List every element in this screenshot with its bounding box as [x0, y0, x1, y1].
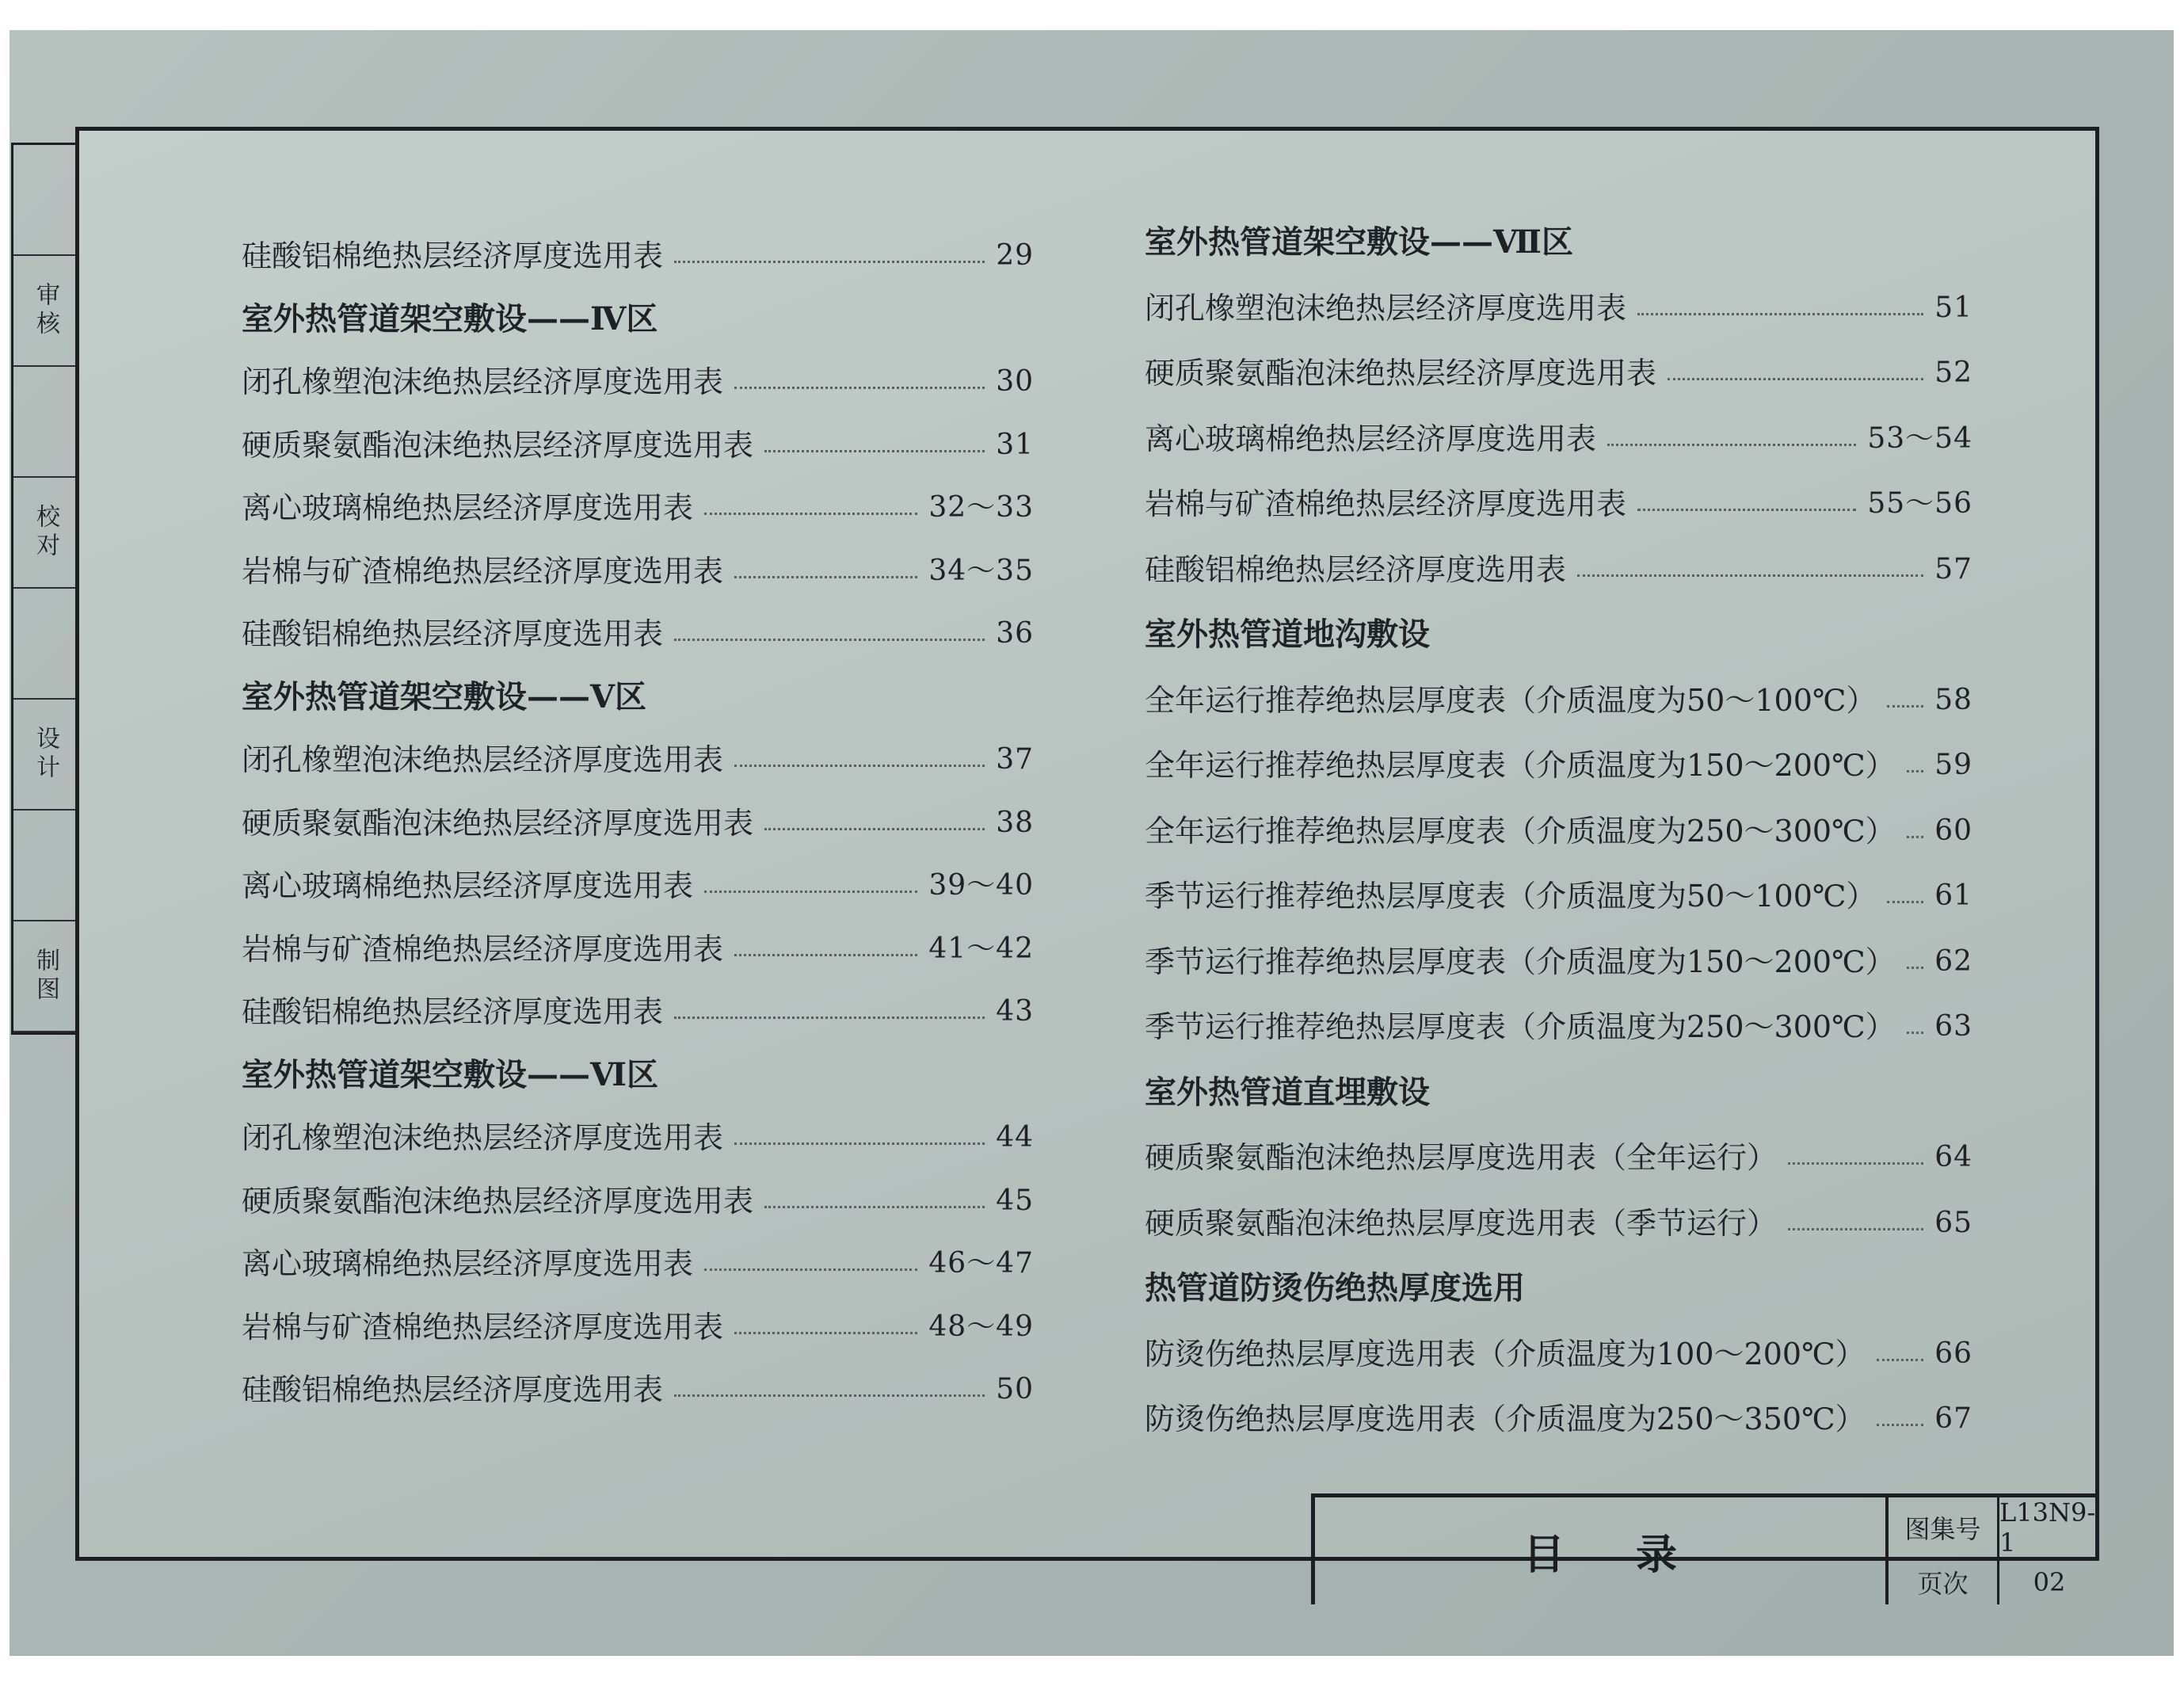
stamp-cell-review: 审核: [13, 256, 77, 367]
toc-page-number: 67: [1934, 1402, 1972, 1435]
toc-entry: [242, 990, 1034, 1034]
toc-entry: [242, 1367, 1034, 1412]
toc-leader-dots: [704, 1268, 917, 1271]
toc-entry: [242, 1242, 1034, 1286]
toc-entry: [1145, 1332, 1972, 1376]
toc-leader-dots: [1637, 509, 1856, 511]
toc-entry-label: 硬质聚氨酯泡沫绝热层经济厚度选用表: [242, 1183, 754, 1219]
atlas-number-label: 图集号: [1889, 1497, 1999, 1560]
toc-entry-label: 硅酸铝棉绝热层经济厚度选用表: [242, 616, 664, 651]
toc-entry-label: 室外热管道架空敷设——Ⅳ区: [242, 299, 658, 338]
toc-entry-label: 离心玻璃棉绝热层经济厚度选用表: [242, 1246, 694, 1281]
toc-entry: [242, 486, 1034, 530]
toc-leader-dots: [734, 387, 985, 389]
signature-area: [13, 811, 77, 921]
toc-page-number: 51: [1934, 291, 1972, 324]
toc-page-number: 39～40: [928, 869, 1034, 902]
atlas-number-value: L13N9-1: [1999, 1497, 2099, 1560]
toc-entry-label: 季节运行推荐绝热层厚度表（介质温度为250～300℃）: [1145, 1009, 1896, 1044]
toc-entry-label: 全年运行推荐绝热层厚度表（介质温度为50～100℃）: [1145, 682, 1877, 718]
toc-entry-label: 硬质聚氨酯泡沫绝热层经济厚度选用表: [242, 427, 754, 463]
toc-leader-dots: [734, 765, 985, 767]
toc-leader-dots: [674, 1017, 985, 1019]
toc-entry-label: 室外热管道直埋敷设: [1145, 1073, 1430, 1111]
toc-entry-label: 室外热管道架空敷设——Ⅶ区: [1145, 223, 1573, 261]
signature-area: [13, 145, 77, 256]
toc-entry-label: 闭孔橡塑泡沫绝热层经济厚度选用表: [242, 1120, 724, 1155]
toc-entry: [1145, 417, 1972, 461]
toc-entry-label: 硅酸铝棉绝热层经济厚度选用表: [1145, 551, 1567, 587]
toc-page-number: 62: [1934, 944, 1972, 978]
toc-entry-label: 岩棉与矿渣棉绝热层经济厚度选用表: [242, 553, 724, 589]
toc-entry: [1145, 547, 1972, 592]
toc-entry-label: 全年运行推荐绝热层厚度表（介质温度为150～200℃）: [1145, 748, 1896, 783]
toc-page-number: 44: [996, 1121, 1034, 1154]
stamp-cell-proofread: 校对: [13, 478, 77, 589]
toc-page-number: 48～49: [928, 1310, 1034, 1343]
toc-page-number: 34～35: [928, 554, 1034, 587]
signature-area: [13, 589, 77, 700]
toc-leader-dots: [704, 513, 917, 515]
title-block: [1311, 1493, 2099, 1604]
toc-entry: [242, 1179, 1034, 1223]
toc-page-number: 36: [996, 617, 1034, 650]
toc-section-heading: [242, 675, 1034, 719]
toc-section-heading: [1145, 612, 1972, 657]
toc-entry: [1145, 1397, 1972, 1441]
toc-leader-dots: [1788, 1228, 1923, 1230]
toc-entry: [1145, 874, 1972, 918]
toc-entry-label: 硅酸铝棉绝热层经济厚度选用表: [242, 238, 664, 273]
toc-leader-dots: [734, 576, 917, 578]
toc-leader-dots: [764, 450, 985, 452]
stamp-cell-design: 设计: [13, 700, 77, 811]
toc-section-heading: [1145, 1070, 1972, 1115]
toc-leader-dots: [1907, 967, 1924, 969]
toc-entry: [1145, 482, 1972, 526]
toc-entry-label: 闭孔橡塑泡沫绝热层经济厚度选用表: [242, 742, 724, 777]
toc-leader-dots: [1907, 770, 1924, 772]
toc-entry: [242, 234, 1034, 278]
toc-page-number: 43: [996, 995, 1034, 1028]
toc-page-number: 31: [996, 428, 1034, 461]
toc-entry-label: 离心玻璃棉绝热层经济厚度选用表: [242, 490, 694, 525]
toc-entry: [1145, 940, 1972, 984]
toc-page-number: 60: [1934, 814, 1972, 847]
toc-entry: [242, 612, 1034, 656]
toc-entry-label: 岩棉与矿渣棉绝热层经济厚度选用表: [1145, 486, 1627, 521]
toc-page-number: 45: [996, 1184, 1034, 1217]
toc-page-number: 61: [1934, 879, 1972, 912]
toc-entry-label: 硅酸铝棉绝热层经济厚度选用表: [242, 1372, 664, 1407]
toc-entry-label: 离心玻璃棉绝热层经济厚度选用表: [1145, 421, 1597, 456]
toc-entry: [242, 801, 1034, 845]
toc-page-number: 58: [1934, 683, 1972, 716]
toc-entry-label: 硅酸铝棉绝热层经济厚度选用表: [242, 994, 664, 1029]
toc-entry: [242, 360, 1034, 404]
toc-entry-label: 室外热管道架空敷设——Ⅴ区: [242, 677, 647, 715]
toc-entry-label: 岩棉与矿渣棉绝热层经济厚度选用表: [242, 931, 724, 967]
toc-page-number: 46～47: [928, 1247, 1034, 1280]
stamp-cell-drafting: 制图: [13, 921, 77, 1032]
toc-entry: [1145, 743, 1972, 788]
toc-entry: [242, 423, 1034, 467]
signature-area: [13, 367, 77, 478]
toc-entry-label: 防烫伤绝热层厚度选用表（介质温度为100～200℃）: [1145, 1336, 1866, 1371]
toc-leader-dots: [1607, 444, 1856, 446]
toc-entry-label: 室外热管道地沟敷设: [1145, 616, 1430, 653]
toc-leader-dots: [674, 1394, 985, 1397]
toc-entry-label: 硬质聚氨酯泡沫绝热层厚度选用表（全年运行）: [1145, 1140, 1778, 1175]
toc-page-number: 65: [1934, 1206, 1972, 1239]
toc-entry-label: 硬质聚氨酯泡沫绝热层经济厚度选用表: [1145, 356, 1657, 391]
toc-entry-label: 热管道防烫伤绝热厚度选用: [1145, 1269, 1525, 1306]
toc-entry: [242, 864, 1034, 908]
toc-page-number: 63: [1934, 1010, 1972, 1043]
toc-leader-dots: [1887, 901, 1923, 903]
toc-page-number: 32～33: [928, 491, 1034, 524]
toc-leader-dots: [1668, 378, 1923, 380]
toc-page-number: 64: [1934, 1141, 1972, 1173]
toc-page-number: 55～56: [1867, 487, 1972, 520]
toc-leader-dots: [764, 828, 985, 830]
toc-entry-label: 季节运行推荐绝热层厚度表（介质温度为50～100℃）: [1145, 879, 1877, 914]
toc-entry-label: 闭孔橡塑泡沫绝热层经济厚度选用表: [242, 364, 724, 399]
signature-stamp-column: [11, 143, 77, 1035]
toc-page-number: 59: [1934, 749, 1972, 781]
toc-page-number: 50: [996, 1373, 1034, 1406]
toc-entry: [1145, 286, 1972, 330]
toc-section-heading: [242, 1053, 1034, 1097]
toc-entry: [1145, 809, 1972, 853]
toc-leader-dots: [1788, 1162, 1923, 1165]
toc-page-number: 52: [1934, 357, 1972, 389]
toc-entry-label: 岩棉与矿渣棉绝热层经济厚度选用表: [242, 1309, 724, 1345]
toc-entry: [1145, 678, 1972, 723]
toc-leader-dots: [1877, 1424, 1924, 1426]
toc-leader-dots: [1637, 313, 1923, 315]
toc-page-number: 37: [996, 743, 1034, 776]
toc-entry-label: 全年运行推荐绝热层厚度表（介质温度为250～300℃）: [1145, 813, 1896, 849]
toc-section-heading: [1145, 1266, 1972, 1310]
toc-entry: [242, 1116, 1034, 1160]
toc-entry: [242, 549, 1034, 593]
title-block-grid: [1885, 1497, 2099, 1604]
toc-page-number: 29: [996, 239, 1034, 272]
toc-entry: [242, 1305, 1034, 1349]
toc-entry-label: 硬质聚氨酯泡沫绝热层经济厚度选用表: [242, 805, 754, 841]
toc-leader-dots: [1887, 705, 1923, 708]
toc-entry: [242, 927, 1034, 971]
toc-leader-dots: [674, 261, 985, 263]
toc-entry-label: 闭孔橡塑泡沫绝热层经济厚度选用表: [1145, 290, 1627, 326]
toc-page-number: 38: [996, 806, 1034, 839]
toc-section-heading: [1145, 220, 1972, 265]
toc-leader-dots: [1877, 1359, 1924, 1361]
toc-entry: [1145, 1005, 1972, 1049]
toc-leader-dots: [734, 954, 917, 956]
toc-page-number: 57: [1934, 552, 1972, 586]
toc-entry: [1145, 351, 1972, 395]
page-number-label: 页次: [1889, 1560, 1999, 1604]
toc-entry-label: 季节运行推荐绝热层厚度表（介质温度为150～200℃）: [1145, 944, 1896, 979]
toc-leader-dots: [1907, 836, 1924, 838]
toc-leader-dots: [1577, 574, 1923, 577]
toc-entry-label: 室外热管道架空敷设——Ⅵ区: [242, 1055, 658, 1093]
toc-leader-dots: [734, 1332, 917, 1334]
toc-section-heading: [242, 297, 1034, 341]
toc-page-number: 30: [996, 365, 1034, 398]
toc-entry-label: 硬质聚氨酯泡沫绝热层厚度选用表（季节运行）: [1145, 1205, 1778, 1241]
toc-page-number: 41～42: [928, 932, 1034, 965]
toc-entry-label: 离心玻璃棉绝热层经济厚度选用表: [242, 868, 694, 903]
toc-entry: [242, 738, 1034, 782]
toc-leader-dots: [674, 639, 985, 641]
toc-leader-dots: [764, 1206, 985, 1208]
drawing-title: 目录: [1523, 1531, 1748, 1579]
toc-entry: [1145, 1135, 1972, 1180]
toc-leader-dots: [734, 1142, 985, 1145]
toc-entry: [1145, 1201, 1972, 1245]
toc-leader-dots: [1907, 1032, 1924, 1034]
toc-page-number: 66: [1934, 1337, 1972, 1370]
toc-entry-label: 防烫伤绝热层厚度选用表（介质温度为250～350℃）: [1145, 1402, 1866, 1436]
page-number-value: 02: [2033, 1567, 2066, 1597]
toc-leader-dots: [704, 891, 917, 893]
toc-page-number: 53～54: [1867, 422, 1972, 455]
